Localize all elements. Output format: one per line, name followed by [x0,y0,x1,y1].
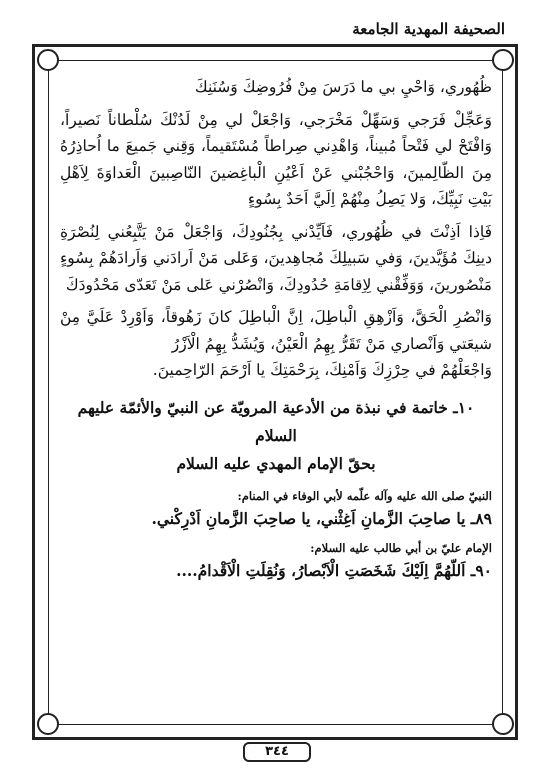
page-number: ٣٤٤ [243,742,311,762]
section-heading: ١٠ـ خاتمة في نبذة من الأدعية المرويّة عن النبيّ والأئمّة عليهم السلام [77,397,475,445]
numbered-supplication: ٩٠ـ اَللّهُمَّ اِلَيْكَ شَخَصَتِ الْاَبْصارُ، وَنُقِلَتِ الْاَقْدامُ.... [176,561,492,580]
corner-ornament-top-left [37,49,59,71]
numbered-supplication: ٨٩ـ يا صاحِبَ الزَّمانِ اَغِثْني، يا صاحِبَ الزَّمانِ اَدْرِكْني. [151,508,492,528]
corner-ornament-bottom-left [37,713,59,735]
text-paragraph: وَعَجِّلْ فَرَجي وَسَهِّلْ مَخْرَجي، وَاجْعَلْ لي مِنْ لَدُنْكَ سُلْطاناً نَصيراً، وَافْتَحْ لي فَتْحاً مُبيناً، وَاهْدِني صِراطاً مُسْتَقيماً، وَقِني جَميعَ ما اُحاذِرُهُ مِنَ الظّالِمينَ، وَاحْجُبْني عَنْ اَعْيُنِ الْباغِضينَ النّاصِبينَ الْعَداوَةَ لِاَهْلِ بَيْتِ نَبِيِّكَ، وَلا يَصِلُ مِنْهُمْ اِلَيَّ اَحَدٌ بِسُوءٍ [60,110,492,208]
section-subheading: بحقّ الإمام المهدي عليه السلام [176,453,376,473]
narration-note: الإمام عليّ بن أبي طالب عليه السلام: [310,541,492,555]
corner-ornament-top-right [492,49,514,71]
text-paragraph: وَاجْعَلْهُمْ في حِرْزِكَ وَاَمْنِكَ، بِرَحْمَتِكَ يا اَرْحَمَ الرّاحِمينَ. [152,361,492,379]
corner-ornament-bottom-right [492,713,514,735]
running-header: الصحيفة المهدية الجامعة [352,20,505,38]
text-paragraph: فَاِذا اَذِنْتَ في ظُهُوري، فَاَيِّدْني بِجُنُودِكَ، وَاجْعَلْ مَنْ يَتَّبِعُني لِنُصْرَةِ دينِكَ مُؤَيَّدينَ، وَفي سَبيلِكَ مُجاهِدينَ، وَعَلى مَنْ اَرادَني وَاَرادَهُمْ بِسُوءٍ مَنْصُورينَ، وَوَفِّقْني لِاِقامَةِ حُدُودِكَ، وَانْصُرْني عَلى مَنْ تَعَدّى مَحْدُودَكَ [60,222,492,294]
narration-note: النبيّ صلى الله عليه وآله علّمه لأبي الوفاء في المنام: [237,488,492,503]
page-body [60,74,492,585]
text-paragraph: ظُهُوري، وَاحْيِ بي ما دَرَسَ مِنْ فُرُوضِكَ وَسُنَنِكَ [194,78,492,96]
text-paragraph: وَانْصُرِ الْحَقَّ، وَاَزْهِقِ الْباطِلَ، اِنَّ الْباطِلَ كانَ زَهُوقاً، وَاَوْرِدْ عَلَيَّ مِنْ شيعَتي وَاَنْصاري مَنْ تَقَرُّ بِهِمُ الْعَيْنُ، وَيُشَدُّ بِهِمُ الْاَزْرُ [60,308,492,353]
